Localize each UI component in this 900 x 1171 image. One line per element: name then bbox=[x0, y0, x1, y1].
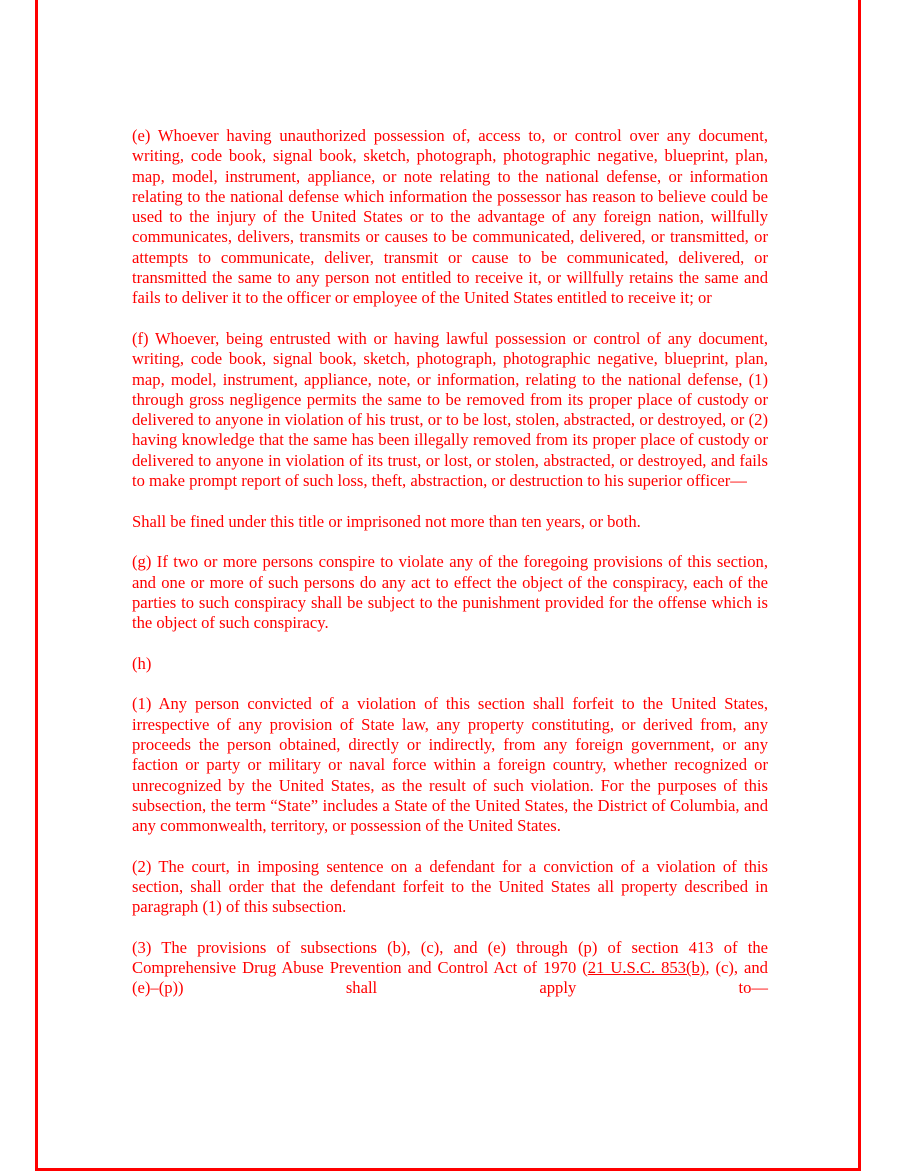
paragraph-h1: (1) Any person convicted of a violation of this section shall forfeit to the United States, irrespective of any provision of State law, any property constituting, or derived from, any proceeds the person obtained, directly or indirectly, from any foreign government, or any faction or party or military or naval force within a foreign country, whether recognized or unrecognized by the United States, as the result of such violation. For the purposes of this subsection, the term “State” includes a State of the United States, the District of Columbia, and any commonwealth, territory, or possession of the United States. bbox=[132, 694, 768, 836]
paragraph-h3-text-before: (3) The provisions of subsections (b), (c), and (e) through (p) of section 413 of the Comprehensive Drug Abuse Prevention and Control Act of 1970 ( bbox=[132, 937, 768, 978]
paragraph-penalty: Shall be fined under this title or imprisoned not more than ten years, or both. bbox=[132, 511, 641, 531]
paragraph-h2: (2) The court, in imposing sentence on a defendant for a conviction of a violation of this section, shall order that the defendant forfeit to the United States all property described in paragraph (1) of this subsection. bbox=[132, 856, 768, 917]
document-body bbox=[132, 126, 768, 999]
paragraph-g: (g) If two or more persons conspire to violate any of the foregoing provisions of this section, and one or more of such persons do any act to effect the object of the conspiracy, each of the parties to such conspiracy shall be subject to the punishment provided for the offense which is the object of such conspiracy. bbox=[132, 552, 768, 633]
paragraph-f: (f) Whoever, being entrusted with or having lawful possession or control of any document, writing, code book, signal book, sketch, photograph, photographic negative, blueprint, plan, map, model, instrument, appliance, note, or information, relating to the national defense, (1) through gross negligence permits the same to be removed from its proper place of custody or delivered to anyone in violation of his trust, or to be lost, stolen, abstracted, or destroyed, or (2) having knowledge that the same has been illegally removed from its proper place of custody or delivered to anyone in violation of its trust, or lost, or stolen, abstracted, or destroyed, and fails to make prompt report of such loss, theft, abstraction, or destruction to his superior officer— bbox=[132, 328, 768, 491]
usc-citation-link[interactable]: 21 U.S.C. 853(b) bbox=[587, 958, 706, 978]
paragraph-h-heading: (h) bbox=[132, 653, 152, 673]
paragraph-h3-text-after: , (c), and (e)–(p)) shall apply to— bbox=[132, 958, 768, 998]
paragraph-h3 bbox=[132, 938, 768, 999]
paragraph-e: (e) Whoever having unauthorized possession of, access to, or control over any document, writing, code book, signal book, sketch, photograph, photographic negative, blueprint, plan, map, model, instrument, appliance, or note relating to the national defense, or information relating to the national defense which information the possessor has reason to believe could be used to the injury of the United States or to the advantage of any foreign nation, willfully communicates, delivers, transmits or causes to be communicated, delivered, or transmitted, or attempts to communicate, deliver, transmit or cause to be communicated, delivered, or transmitted the same to any person not entitled to receive it, or willfully retains the same and fails to deliver it to the officer or employee of the United States entitled to receive it; or bbox=[132, 126, 768, 308]
